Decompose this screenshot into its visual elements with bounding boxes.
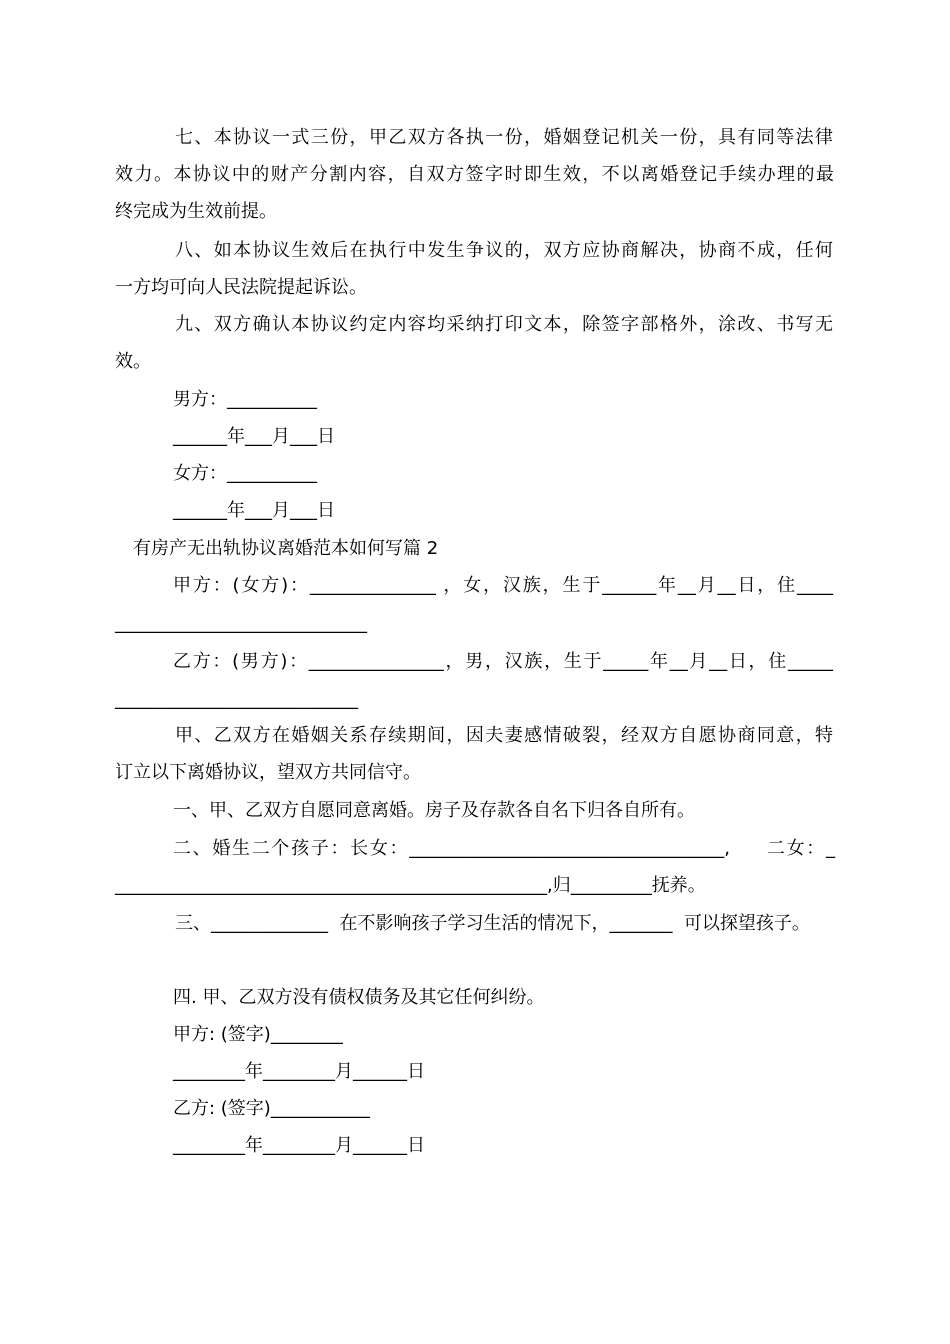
clause-7-line-1: 七、本协议一式三份，甲乙双方各执一份，婚姻登记机关一份，具有同等法律 xyxy=(175,127,833,148)
preamble-line-2: 订立以下离婚协议，望双方共同信守。 xyxy=(115,762,421,783)
male-signature-line: 男方：__________ xyxy=(173,389,317,410)
clause-7-line-2: 效力。本协议中的财产分割内容，自双方签字时即生效，不以离婚登记手续办理的最 xyxy=(115,164,834,185)
party-a-line-2: ____________________________ xyxy=(115,613,367,634)
female-date-line: ______年___月___日 xyxy=(173,500,335,521)
female-signature-line: 女方：__________ xyxy=(173,463,317,484)
clause-9-line-1: 九、双方确认本协议约定内容均采纳打印文本，除签字部格外，涂改、书写无 xyxy=(175,314,833,335)
section-title: 有房产无出轨协议离婚范本如何写篇 2 xyxy=(133,538,439,559)
party-b-signature-line: 乙方: (签字)___________ xyxy=(173,1098,370,1119)
item-1: 一、甲、乙双方自愿同意离婚。房子及存款各自名下归各自所有。 xyxy=(173,800,695,821)
item-2-line-2: ________________________________________________,归_________抚养。 xyxy=(115,875,706,896)
item-4: 四. 甲、乙双方没有债权债务及其它任何纠纷。 xyxy=(173,987,545,1008)
party-b-line-2: ___________________________ xyxy=(115,689,358,710)
clause-8-line-2: 一方均可向人民法院提起诉讼。 xyxy=(115,277,367,298)
item-2-line-1: 二、婚生二个孩子：长女：___________________________________, 二女：_ xyxy=(173,838,835,859)
clause-8-line-1: 八、如本协议生效后在执行中发生争议的，双方应协商解决，协商不成，任何 xyxy=(175,240,833,261)
male-date-line: ______年___月___日 xyxy=(173,426,335,447)
party-a-line-1: 甲方：(女方)：______________ ，女，汉族，生于______年__月__日，住____ xyxy=(173,575,833,596)
party-b-date-line: ________年________月______日 xyxy=(173,1135,425,1156)
preamble-line-1: 甲、乙双方在婚姻关系存续期间，因夫妻感情破裂，经双方自愿协商同意，特 xyxy=(175,725,833,746)
clause-7-line-3: 终完成为生效前提。 xyxy=(115,201,277,222)
party-b-line-1: 乙方：(男方)：_______________，男，汉族，生于_____年__月__日，住_____ xyxy=(173,651,833,672)
item-3: 三、_____________ 在不影响孩子学习生活的情况下，_______ 可以探望孩子。 xyxy=(175,913,810,934)
clause-9-line-2: 效。 xyxy=(115,351,151,372)
party-a-signature-line: 甲方: (签字)________ xyxy=(173,1024,343,1045)
party-a-date-line: ________年________月______日 xyxy=(173,1061,425,1082)
